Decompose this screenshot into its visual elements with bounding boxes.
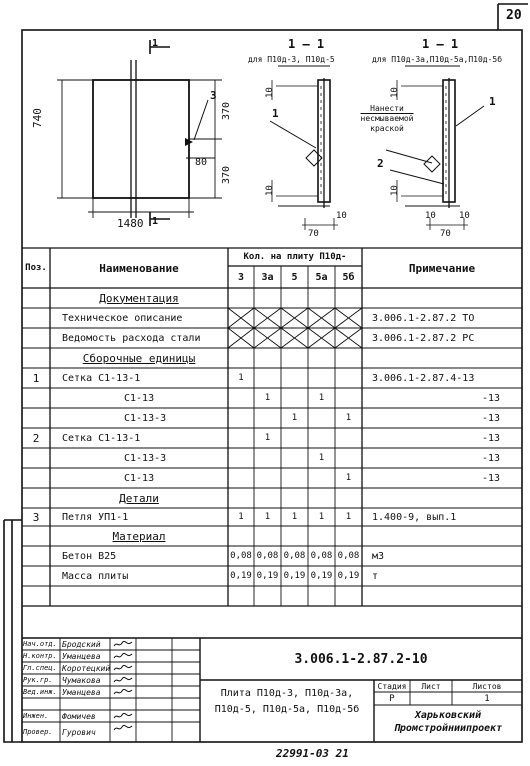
- row-quantity: [228, 468, 254, 488]
- row-position: [22, 488, 50, 508]
- stage-label: Стадия: [377, 681, 407, 691]
- row-quantity: 1: [291, 512, 298, 522]
- section-a-title: 1 – 1: [288, 37, 325, 51]
- row-quantity: [228, 428, 254, 448]
- handwritten-signature: [113, 724, 133, 740]
- row-quantity: 0,19: [283, 571, 306, 581]
- row-quantity: [308, 348, 335, 368]
- row-quantity: [254, 308, 281, 328]
- row-quantity: [281, 448, 308, 468]
- row-quantity: [335, 348, 362, 368]
- row-name: С1-13-3: [124, 452, 167, 464]
- header-name: Наименование: [99, 261, 179, 275]
- slab-plan-outline: [93, 80, 189, 198]
- row-position: [22, 408, 50, 428]
- row-quantity: [228, 488, 254, 508]
- row-quantity: [254, 526, 281, 546]
- handwritten-signature: [113, 712, 133, 720]
- row-position: [22, 308, 50, 328]
- row-name: Материал: [112, 529, 166, 543]
- signature-role: [22, 698, 60, 710]
- row-position: [22, 288, 50, 308]
- row-quantity: 0,19: [256, 571, 279, 581]
- row-quantity: 1: [264, 393, 271, 403]
- signature-name: Уманцева: [62, 651, 101, 661]
- row-quantity: 1: [318, 393, 325, 403]
- signature-name: Чумакова: [62, 675, 101, 685]
- signature-name: Гурович: [62, 727, 96, 737]
- row-note: -13: [481, 392, 500, 404]
- row-quantity: [335, 448, 362, 468]
- row-quantity: [281, 526, 308, 546]
- signature-role: Инжен.: [23, 712, 49, 720]
- row-quantity: [254, 368, 281, 388]
- row-quantity: [254, 328, 281, 348]
- signature-name: Уманцева: [62, 687, 101, 697]
- row-name: Детали: [119, 491, 159, 505]
- signature-role: Гл.спец.: [23, 664, 57, 672]
- signature-name: Бродский: [62, 639, 101, 649]
- row-quantity: 1: [264, 433, 271, 443]
- row-note: [362, 526, 522, 546]
- row-quantity: [254, 468, 281, 488]
- row-note: [362, 488, 522, 508]
- row-quantity: [228, 448, 254, 468]
- row-quantity: [335, 428, 362, 448]
- sheet-number: 20: [506, 8, 522, 23]
- row-quantity: [308, 328, 335, 348]
- row-quantity: 1: [238, 373, 244, 383]
- row-quantity: [228, 408, 254, 428]
- row-quantity: [228, 348, 254, 368]
- dim-10-b4: 10: [459, 211, 470, 221]
- header-qty: Кол. на плиту П10д-: [243, 252, 347, 262]
- section-mark-bottom: 1: [152, 216, 159, 227]
- row-position: [22, 388, 50, 408]
- row-position: 3: [32, 510, 40, 524]
- row-quantity: 1: [318, 453, 325, 463]
- callout-1a: 1: [272, 107, 279, 120]
- row-quantity: [308, 288, 335, 308]
- marking-note-line: несмываемой: [360, 114, 414, 123]
- organization: [374, 709, 522, 735]
- drawing-title-line: Плита П10д-3, П10д-3а,: [220, 688, 354, 699]
- row-quantity: [281, 368, 308, 388]
- row-name: Сетка С1-13-1: [62, 432, 141, 444]
- row-quantity: [254, 288, 281, 308]
- section-b-title: 1 – 1: [422, 37, 459, 51]
- dim-370-bottom: 370: [221, 165, 232, 184]
- row-quantity: [228, 308, 254, 328]
- row-quantity: 0,08: [283, 551, 306, 561]
- row-quantity: 1: [238, 512, 244, 522]
- handwritten-signature: [113, 688, 133, 696]
- row-note: 1.400-9, вып.1: [372, 511, 457, 523]
- row-quantity: [228, 328, 254, 348]
- section-mark-top: 1: [152, 38, 159, 49]
- row-quantity: 0,19: [310, 571, 333, 581]
- signature-role: Вед.инж.: [23, 688, 57, 696]
- dim-10-b2: 10: [390, 185, 400, 196]
- row-position: 1: [32, 371, 40, 385]
- signature-role: Рук.гр.: [23, 676, 53, 684]
- row-quantity: [281, 388, 308, 408]
- dim-10-b3: 10: [425, 211, 436, 221]
- row-note: -13: [481, 452, 500, 464]
- row-note: -13: [481, 472, 500, 484]
- row-note: м3: [372, 550, 385, 562]
- row-quantity: [228, 526, 254, 546]
- header-col: 5б: [342, 271, 355, 283]
- row-quantity: 1: [345, 413, 352, 423]
- handwritten-signature: [113, 664, 133, 672]
- row-quantity: [254, 348, 281, 368]
- sheets-value: 1: [484, 693, 490, 704]
- dim-height: 740: [31, 108, 44, 128]
- row-position: 2: [32, 431, 40, 445]
- signature-name: Фомичев: [62, 711, 96, 721]
- row-quantity: [228, 388, 254, 408]
- dim-70-b: 70: [440, 229, 451, 239]
- handwritten-signature: [113, 652, 133, 660]
- row-quantity: [254, 408, 281, 428]
- row-name: Сборочные единицы: [82, 351, 196, 365]
- row-position: [22, 566, 50, 586]
- header-note: Примечание: [408, 261, 476, 275]
- row-quantity: 0,08: [256, 551, 279, 561]
- row-quantity: [308, 428, 335, 448]
- marking-note: [352, 104, 422, 134]
- row-quantity: [281, 488, 308, 508]
- row-quantity: 0,19: [230, 571, 252, 581]
- row-quantity: [254, 448, 281, 468]
- row-quantity: [228, 288, 254, 308]
- dim-10-a1: 10: [265, 87, 275, 98]
- row-name: Техническое описание: [62, 312, 183, 324]
- row-quantity: [335, 526, 362, 546]
- dim-70-a: 70: [308, 229, 319, 239]
- row-note: -13: [481, 412, 500, 424]
- row-quantity: 1: [264, 512, 271, 522]
- sheets-label: Листов: [472, 681, 502, 691]
- row-quantity: [281, 288, 308, 308]
- row-quantity: [308, 308, 335, 328]
- row-name: С1-13: [124, 392, 155, 404]
- row-quantity: [335, 368, 362, 388]
- row-quantity: [254, 488, 281, 508]
- row-quantity: [281, 328, 308, 348]
- row-note: 3.006.1-2.87.4-13: [372, 372, 475, 384]
- organization-line: Харьковский: [414, 710, 482, 721]
- drawing-title: [200, 686, 374, 718]
- organization-line: Промстройниипроект: [393, 723, 503, 734]
- row-position: [22, 348, 50, 368]
- dim-370-top: 370: [221, 101, 232, 120]
- callout-2: 2: [377, 157, 384, 170]
- dim-10-a3: 10: [336, 211, 347, 221]
- dim-width: 1480: [117, 217, 144, 230]
- row-quantity: [281, 428, 308, 448]
- signature-name: [60, 698, 110, 710]
- row-position: [22, 448, 50, 468]
- header-pos: Поз.: [25, 263, 47, 273]
- sheet-label: Лист: [421, 681, 441, 691]
- footer-code: 22991-03 21: [276, 747, 349, 760]
- row-quantity: 1: [345, 512, 352, 522]
- row-name: Сетка С1-13-1: [62, 372, 141, 384]
- row-quantity: [308, 526, 335, 546]
- callout-1b: 1: [489, 95, 496, 108]
- row-name: Бетон В25: [62, 550, 117, 562]
- marking-note-line: краской: [370, 124, 404, 133]
- callout-3: 3: [210, 89, 217, 102]
- row-position: [22, 526, 50, 546]
- signature-name: Коротецкий: [62, 663, 111, 673]
- row-quantity: [308, 368, 335, 388]
- signature-role: Н.контр.: [23, 652, 57, 660]
- row-quantity: 1: [318, 512, 325, 522]
- row-name: С1-13-3: [124, 412, 167, 424]
- row-note: -13: [481, 432, 500, 444]
- row-quantity: [308, 488, 335, 508]
- row-quantity: 1: [345, 473, 352, 483]
- row-quantity: [335, 388, 362, 408]
- row-quantity: [308, 468, 335, 488]
- stage-value: Р: [389, 693, 395, 704]
- row-position: [22, 546, 50, 566]
- header-col: 3а: [261, 271, 274, 283]
- row-name: Ведомость расхода стали: [62, 332, 201, 344]
- signature-role: Провер.: [23, 728, 53, 736]
- row-quantity: [281, 348, 308, 368]
- dim-10-b1: 10: [390, 87, 400, 98]
- row-name: Петля УП1-1: [62, 511, 129, 523]
- dim-10-a2: 10: [265, 185, 275, 196]
- row-note: 3.006.1-2.87.2 РС: [372, 332, 475, 344]
- drawing-title-line: П10д-5, П10д-5а, П10д-5б: [214, 704, 360, 715]
- signature-role: Нач.отд.: [23, 640, 57, 648]
- row-quantity: 0,08: [310, 551, 333, 561]
- row-name: С1-13: [124, 472, 155, 484]
- handwritten-signature: [113, 640, 133, 648]
- row-quantity: [335, 288, 362, 308]
- row-quantity: 1: [291, 413, 298, 423]
- row-quantity: [335, 308, 362, 328]
- dim-80: 80: [195, 157, 208, 168]
- row-quantity: [281, 468, 308, 488]
- row-quantity: 0,08: [337, 551, 360, 561]
- row-note: [362, 348, 522, 368]
- row-quantity: [281, 308, 308, 328]
- row-quantity: [335, 488, 362, 508]
- row-position: [22, 328, 50, 348]
- marking-note-line: Нанести: [370, 104, 404, 113]
- header-col: 5: [291, 271, 298, 283]
- row-note: 3.006.1-2.87.2 ТО: [372, 312, 475, 324]
- row-note: [362, 288, 522, 308]
- handwritten-signature: [113, 676, 133, 684]
- section-a-sub: для П10д-3, П10д-5: [248, 55, 335, 64]
- row-quantity: 0,19: [337, 571, 360, 581]
- row-note: т: [372, 570, 379, 582]
- header-col: 3: [237, 271, 245, 283]
- row-name: Масса плиты: [62, 570, 129, 582]
- row-quantity: [308, 408, 335, 428]
- doc-code: 3.006.1-2.87.2-10: [294, 651, 428, 667]
- row-quantity: 0,08: [230, 551, 252, 561]
- row-position: [22, 468, 50, 488]
- row-name: Документация: [99, 291, 179, 305]
- row-quantity: [335, 328, 362, 348]
- header-col: 5а: [315, 271, 328, 283]
- section-b-sub: для П10д-3а,П10д-5а,П10д-5б: [372, 55, 503, 64]
